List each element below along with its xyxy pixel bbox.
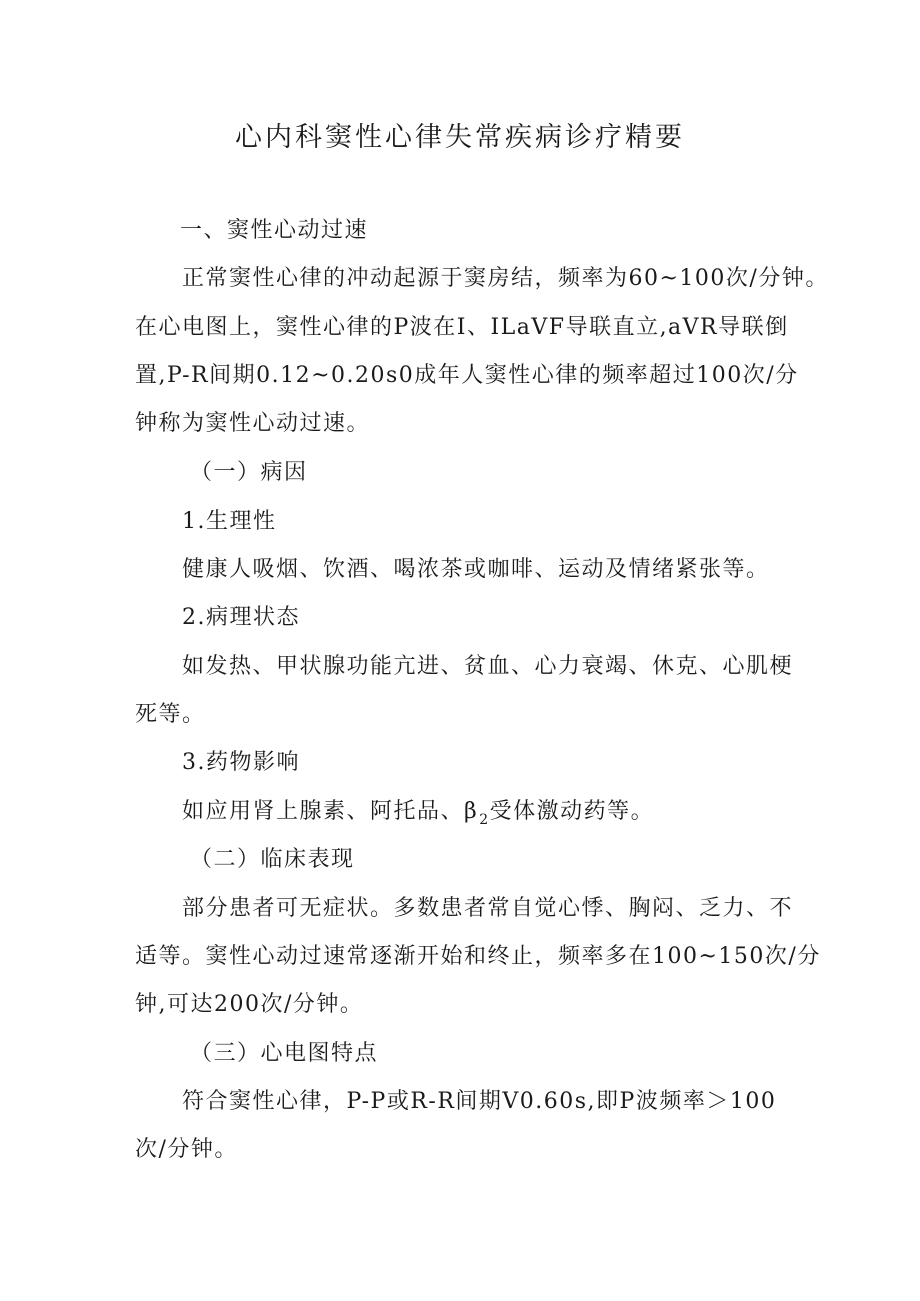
document-title: 心内科窦性心律失常疾病诊疗精要 <box>235 122 685 153</box>
intro-paragraph-line-2: 在心电图上，窦性心律的P波在I、ILaVF导联直立,aVR导联倒 <box>135 315 789 340</box>
cause-2-heading: 2.病理状态 <box>182 605 300 630</box>
cause-2-text-line-2: 死等。 <box>135 702 206 727</box>
section-heading-sinus-tachycardia: 一、窦性心动过速 <box>180 218 369 243</box>
subsection-heading-clinical: （二）临床表现 <box>190 847 355 872</box>
intro-paragraph-line-1: 正常窦性心律的冲动起源于窦房结，频率为60~100次/分钟。 <box>182 266 829 291</box>
cause-1-text: 健康人吸烟、饮酒、喝浓茶或咖啡、运动及情绪紧张等。 <box>182 557 770 582</box>
clinical-paragraph-line-2: 适等。窦性心动过速常逐渐开始和终止，频率多在100~150次/分 <box>135 944 821 969</box>
clinical-paragraph-line-1: 部分患者可无症状。多数患者常自觉心悸、胸闷、乏力、不 <box>182 896 794 921</box>
intro-paragraph-line-4: 钟称为窦性心动过速。 <box>135 411 371 436</box>
clinical-paragraph-line-3: 钟,可达200次/分钟。 <box>135 992 364 1017</box>
ecg-paragraph-line-2: 次/分钟。 <box>135 1137 238 1162</box>
cause-2-text-line-1: 如发热、甲状腺功能亢进、贫血、心力衰竭、休克、心肌梗 <box>182 654 794 679</box>
cause-3-text-after: 受体激动药等。 <box>489 799 655 824</box>
beta-subscript: 2 <box>479 812 490 828</box>
cause-3-text-before: 如应用肾上腺素、阿托品、β <box>182 799 479 824</box>
subsection-heading-ecg: （三）心电图特点 <box>190 1041 379 1066</box>
cause-1-heading: 1.生理性 <box>182 509 277 534</box>
cause-3-heading: 3.药物影响 <box>182 750 300 775</box>
intro-paragraph-line-3: 置,P-R间期0.12~0.20s0成年人窦性心律的频率超过100次/分 <box>135 363 799 388</box>
subsection-heading-cause: （一）病因 <box>190 460 308 485</box>
cause-3-text <box>182 796 654 830</box>
ecg-paragraph-line-1: 符合窦性心律，P-P或R-R间期V0.60s,即P波频率＞100 <box>182 1089 777 1114</box>
